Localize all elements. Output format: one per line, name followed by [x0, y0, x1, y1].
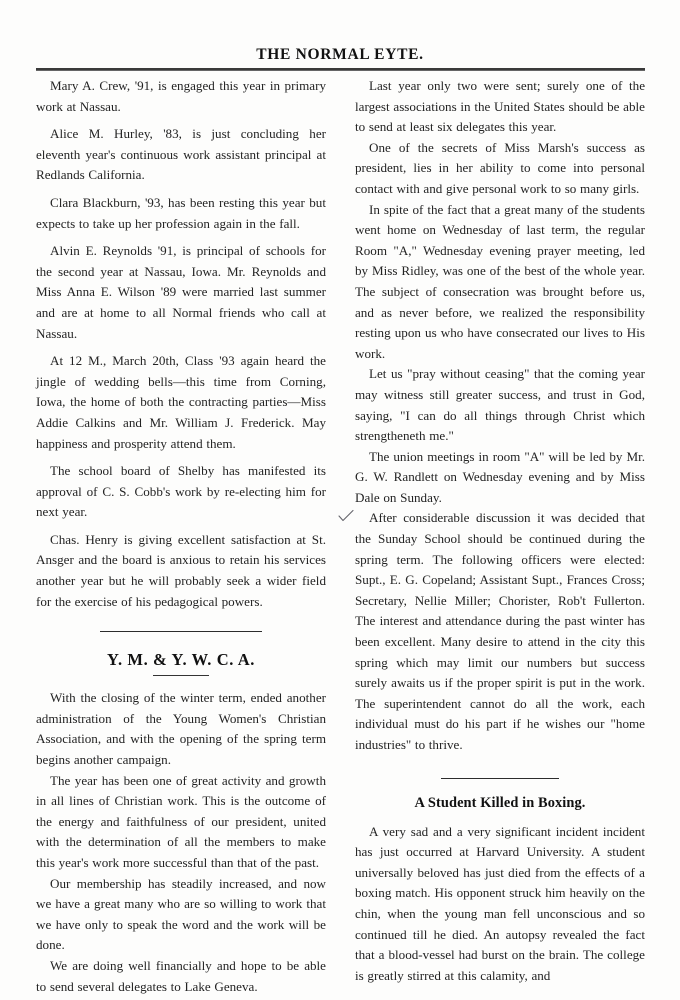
- ymca-paragraph: Let us "pray without ceasing" that the coming year may witness still greater success, and trust in God, saying, "I can do all things through Christ which strengtheneth me.": [355, 366, 645, 444]
- ymca-paragraph: After considerable discussion it was decided that the Sunday School should be continued during the spring term. The following officers were elected: Supt., E. G. Copeland; Assistant Supt., Frances Cross; Secretary, Nellie Miller; Chorister, Rob't Fullerton. The interest and attendance during the past winter has been excellent. Many desire to attend in the city this spring which may limit our numbers but success surely awaits us if the proper spirit is put in the work. The superintendent cannot do all the work, each individual must do his part if he wishes our "home industries" to thrive.: [355, 510, 645, 752]
- ymca-paragraph: Last year only two were sent; surely one of the largest associations in the United States should be able to send at least six delegates this year.: [355, 78, 645, 135]
- two-column-body: [36, 76, 645, 994]
- alumni-note: Chas. Henry is giving excellent satisfaction at St. Ansger and the board is anxious to retain his services another year but he will probably seek a wider field for the exercise of his pedagogical powers.: [36, 531, 326, 609]
- handwritten-check-mark-icon: [338, 509, 354, 523]
- alumni-note: Alvin E. Reynolds '91, is principal of schools for the second year at Nassau, Iowa. Mr. Reynolds and Miss Anna E. Wilson '89 were married last summer and are at home to all Normal friends who call at Nassau.: [36, 243, 326, 341]
- ymca-paragraph: The union meetings in room "A" will be led by Mr. G. W. Randlett on Wednesday evening and by Miss Dale on Sunday.: [355, 448, 645, 505]
- alumni-note: At 12 M., March 20th, Class '93 again heard the jingle of wedding bells—this time from Corning, Iowa, the home of both the contracting parties—Miss Addie Calkins and Mr. William J. Frederick. May happiness and prosperity attend them.: [36, 353, 326, 451]
- ymca-paragraph: The year has been one of great activity and growth in all lines of Christian work. This is the outcome of the energy and faithfulness of our president, united with the determination of all the members to make this year's work more successful than that of the past.: [36, 772, 326, 870]
- section-divider-above-ymca: [100, 631, 262, 632]
- section-divider-below-ymca: [153, 675, 209, 676]
- alumni-note: Alice M. Hurley, '83, is just concluding her eleventh year's continuous work assistant principal at Redlands California.: [36, 126, 326, 183]
- ymca-paragraph: Our membership has steadily increased, and now we have a great many who are so willing to work that we have only to speak the word and the work will be done.: [36, 875, 326, 953]
- left-column: [36, 76, 326, 997]
- section-heading-boxing: A Student Killed in Boxing.: [414, 794, 586, 811]
- right-column: [355, 76, 645, 986]
- masthead-divider: [36, 68, 645, 71]
- alumni-note: The school board of Shelby has manifested its approval of C. S. Cobb's work by re-electing him for next year.: [36, 463, 326, 520]
- alumni-note: Mary A. Crew, '91, is engaged this year in primary work at Nassau.: [36, 78, 326, 114]
- section-divider-above-boxing: [441, 778, 559, 779]
- ymca-paragraph: In spite of the fact that a great many of the students went home on Wednesday of last term, the regular Room "A," Wednesday evening prayer meeting, led by Miss Ridley, was one of the best of the whole year. The subject of consecration was brought before us, and as never before, we realized the responsibility resting upon us who have consecrated our lives to His work.: [355, 201, 645, 361]
- ymca-paragraph: We are doing well financially and hope to be able to send several delegates to Lake Geneva.: [36, 957, 326, 994]
- boxing-paragraph: A very sad and a very significant incident incident has just occurred at Harvard University. A student universally beloved has just died from the effects of a boxing match. His opponent struck him heavily on the chin, when the young man fell unconscious and so continued till he died. An autopsy revealed the fact that a blood-vessel had burst on the brain. The college is greatly stirred at this calamity, and: [355, 823, 645, 983]
- ymca-paragraph: One of the secrets of Miss Marsh's success as president, lies in her ability to come into personal contact with and give personal work to so many girls.: [355, 139, 645, 196]
- alumni-note: Clara Blackburn, '93, has been resting this year but expects to take up her profession again in the fall.: [36, 194, 326, 231]
- section-heading-ymca: Y. M. & Y. W. C. A.: [106, 650, 256, 670]
- page-title: THE NORMAL EYTE.: [256, 46, 424, 63]
- ymca-paragraph: With the closing of the winter term, ended another administration of the Young Women's Christian Association, and with the opening of the spring term begins another campaign.: [36, 690, 326, 768]
